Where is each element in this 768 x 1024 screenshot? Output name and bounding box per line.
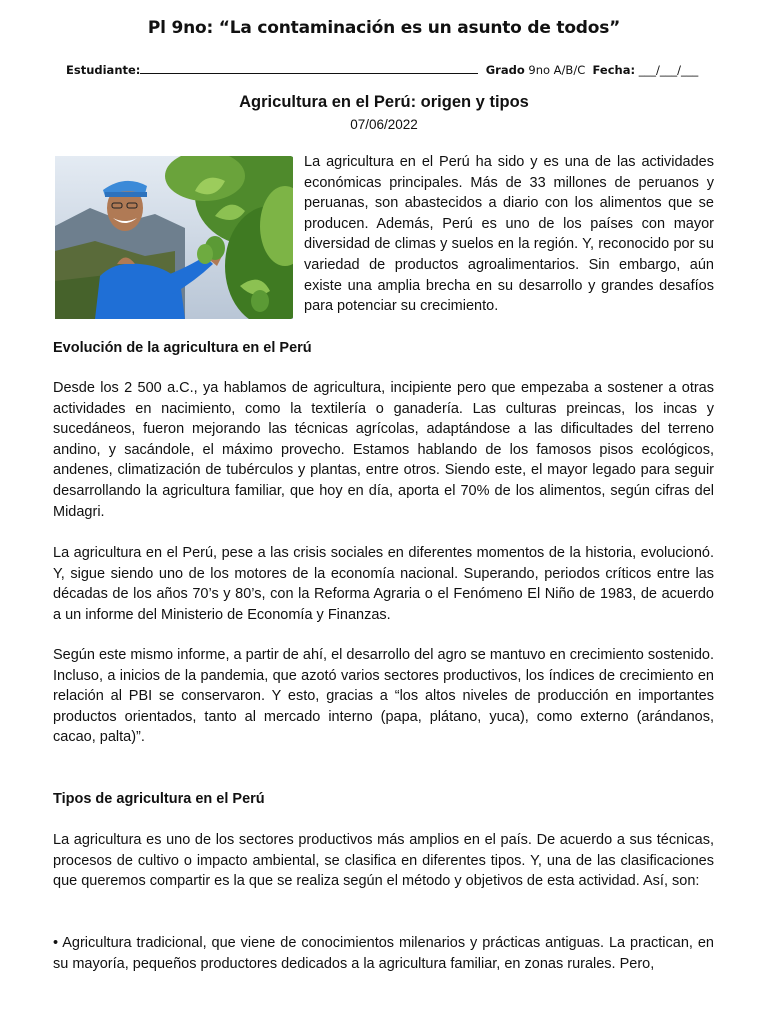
date-blank[interactable]: ___/___/___ [638,63,699,77]
date-label: Fecha: [592,63,636,77]
grade-value: 9no A/B/C [528,63,586,77]
paragraph-evolution-1: Desde los 2 500 a.C., ya hablamos de agricultura, incipiente pero que empezaba a sostener a otras actividades en nacimiento, como la textilería o ganadería. Las culturas preincas, los incas y sucedáneos, fueron mejorando las técnicas agrícolas, adaptándose a las dificultades del terreno andino, y sacándole, el máximo provecho. Estamos hablando de los famosos pisos ecológicos, andenes, climatización de tubérculos y plantas, entre otros. Siendo este, el mayor legado para seguir desarrollando la agricultura familiar, que hoy en día, aporta el 70% de los alimentos, según cifras del Midagri. [53,380,714,520]
farmer-photo [55,156,293,319]
intro-paragraph: La agricultura en el Perú ha sido y es una de las actividades económicas principales. Más de 33 millones de peruanos y peruanas, son abastecidos a diario con los alimentos que se producen. Además, Perú es uno de los países con mayor diversidad de climas y suelos en la región. Y, reconocido por su variedad de productos agroalimentarios. Sin embargo, aún existe una amplia brecha en su desarrollo y grandes desafíos para potenciar su crecimiento. [304,154,714,315]
grade-label: Grado [485,63,525,77]
student-info-line [66,62,706,77]
student-label: Estudiante: [66,63,141,77]
section-heading-evolution: Evolución de la agricultura en el Perú [53,340,312,356]
article-title: Agricultura en el Perú: origen y tipos [239,93,529,111]
paragraph-evolution-3: Según este mismo informe, a partir de ahí, el desarrollo del agro se mantuvo en crecimiento sostenido. Incluso, a inicios de la pandemia, que azotó varios sectores productivos, los índices de crecimiento en relación al PBI se conservaron. Y esto, gracias a “los altos niveles de producción en importantes productos orientados, tanto al mercado interno (papa, plátano, yuca), como externo (arándanos, cacao, palta)”. [53,647,714,746]
article-date: 07/06/2022 [350,117,418,132]
farmer-avocado-image [55,156,293,319]
section-heading-types: Tipos de agricultura en el Perú [53,791,265,807]
list-item-traditional: • Agricultura tradicional, que viene de conocimientos milenarios y prácticas antiguas. La practican, en su mayoría, pequeños productores dedicados a la agricultura familiar, en zonas rurales. Pero, [53,935,714,972]
student-name-blank[interactable] [140,62,478,74]
worksheet-title: Pl 9no: “La contaminación es un asunto de todos” [147,18,621,38]
paragraph-evolution-2: La agricultura en el Perú, pese a las crisis sociales en diferentes momentos de la historia, evolucionó. Y, sigue siendo uno de los motores de la economía nacional. Superando, periodos críticos entre las décadas de los años 70’s y 80’s, con la Reforma Agraria o el Fenómeno El Niño de 1983, de acuerdo a un informe del Ministerio de Economía y Finanzas. [53,545,714,623]
paragraph-types-1: La agricultura es uno de los sectores productivos más amplios en el país. De acuerdo a sus técnicas, procesos de cultivo o impacto ambiental, se clasifica en diferentes tipos. Y, una de las clasificaciones que queremos compartir es la que se realiza según el método y objetivos de esta actividad. Así, son: [53,832,714,890]
